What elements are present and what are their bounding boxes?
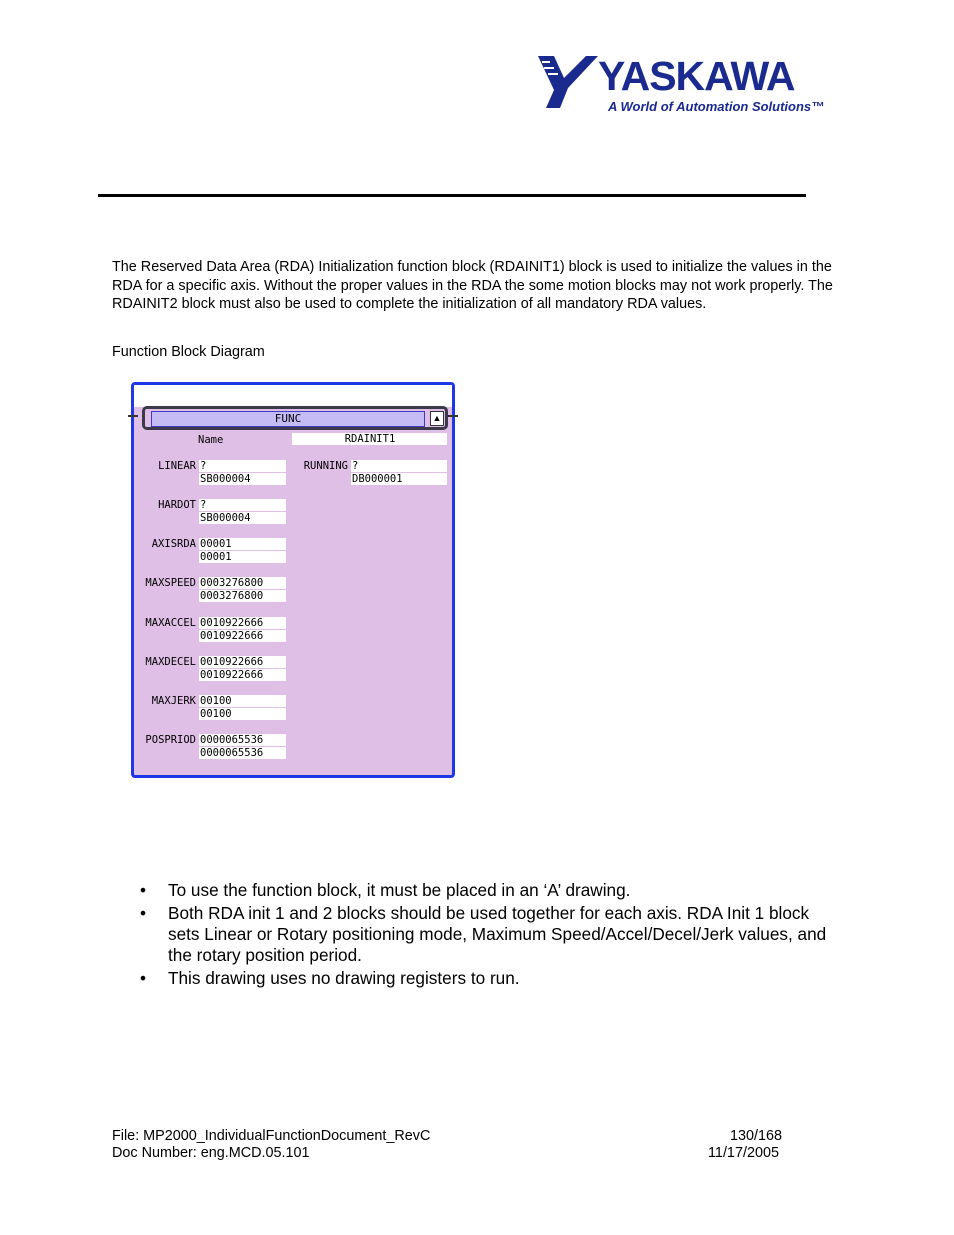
input-maxspeed-value[interactable]: 0003276800: [199, 577, 286, 589]
right-connector: [448, 415, 458, 417]
list-item-text: Both RDA init 1 and 2 blocks should be used together for each axis. RDA Init 1 block sets Linear or Rotary positioning mode, Maximum Speed/Accel/Decel/Jerk values, and the rotary position period.: [168, 903, 827, 965]
input-maxdecel-register[interactable]: 0010922666: [199, 669, 286, 681]
list-item-text: To use the function block, it must be placed in an ‘A’ drawing.: [168, 880, 631, 900]
input-pospriod-register[interactable]: 0000065536: [199, 747, 286, 759]
input-hardot-value[interactable]: ?: [199, 499, 286, 511]
notes-list: [140, 880, 840, 991]
input-label-maxspeed: MAXSPEED: [145, 577, 196, 589]
footer-page-number: 130/168: [730, 1128, 783, 1144]
input-label-hardot: HARDOT: [158, 499, 196, 511]
bullet-icon: •: [140, 880, 147, 900]
list-item: [140, 880, 840, 901]
block-top-strip: [134, 385, 452, 407]
output-label-running: RUNNING: [303, 460, 348, 472]
block-title: FUNC: [151, 411, 425, 427]
left-connector: [128, 415, 138, 417]
list-item: [140, 903, 840, 966]
input-maxjerk-register[interactable]: 00100: [199, 708, 286, 720]
bullet-icon: •: [140, 903, 147, 923]
function-block: [131, 382, 455, 778]
intro-paragraph: The Reserved Data Area (RDA) Initialization function block (RDAINIT1) block is used to initialize the values in the RDA for a specific axis. Without the proper values in the RDA the some motion blocks may not work properly. The RDAINIT2 block must also be used to complete the initialization of all mandatory RDA values.: [112, 259, 833, 313]
input-pospriod-value[interactable]: 0000065536: [199, 734, 286, 746]
brand-name: YASKAWA: [598, 53, 795, 99]
brand-tagline: A World of Automation Solutions™: [608, 99, 825, 114]
input-axisrda-value[interactable]: 00001: [199, 538, 286, 550]
input-axisrda-register[interactable]: 00001: [199, 551, 286, 563]
bullet-icon: •: [140, 968, 147, 988]
input-label-maxaccel: MAXACCEL: [145, 617, 196, 629]
yaskawa-emblem-icon: [534, 52, 600, 110]
input-maxaccel-register[interactable]: 0010922666: [199, 630, 286, 642]
output-running-value[interactable]: ?: [351, 460, 447, 472]
list-item: [140, 968, 840, 989]
input-maxspeed-register[interactable]: 0003276800: [199, 590, 286, 602]
name-label: Name: [198, 434, 224, 446]
input-label-maxjerk: MAXJERK: [151, 695, 196, 707]
output-running-register[interactable]: DB000001: [351, 473, 447, 485]
input-maxdecel-value[interactable]: 0010922666: [199, 656, 286, 668]
input-label-axisrda: AXISRDA: [151, 538, 196, 550]
input-label-pospriod: POSPRIOD: [145, 734, 196, 746]
yaskawa-logo: [534, 52, 824, 122]
input-linear-register[interactable]: SB000004: [199, 473, 286, 485]
input-maxaccel-value[interactable]: 0010922666: [199, 617, 286, 629]
input-linear-value[interactable]: ?: [199, 460, 286, 472]
input-label-linear: LINEAR: [158, 460, 196, 472]
input-hardot-register[interactable]: SB000004: [199, 512, 286, 524]
footer-date: 11/17/2005: [708, 1145, 779, 1161]
footer-doc-number: Doc Number: eng.MCD.05.101: [112, 1145, 310, 1161]
name-value[interactable]: RDAINIT1: [292, 433, 447, 445]
block-titlebar: [142, 406, 448, 430]
expand-icon[interactable]: ▲: [430, 411, 444, 426]
header-rule: [98, 194, 806, 197]
diagram-caption: Function Block Diagram: [112, 344, 265, 360]
input-maxjerk-value[interactable]: 00100: [199, 695, 286, 707]
footer-file: File: MP2000_IndividualFunctionDocument_RevC: [112, 1128, 431, 1144]
input-label-maxdecel: MAXDECEL: [145, 656, 196, 668]
list-item-text: This drawing uses no drawing registers to run.: [168, 968, 520, 988]
